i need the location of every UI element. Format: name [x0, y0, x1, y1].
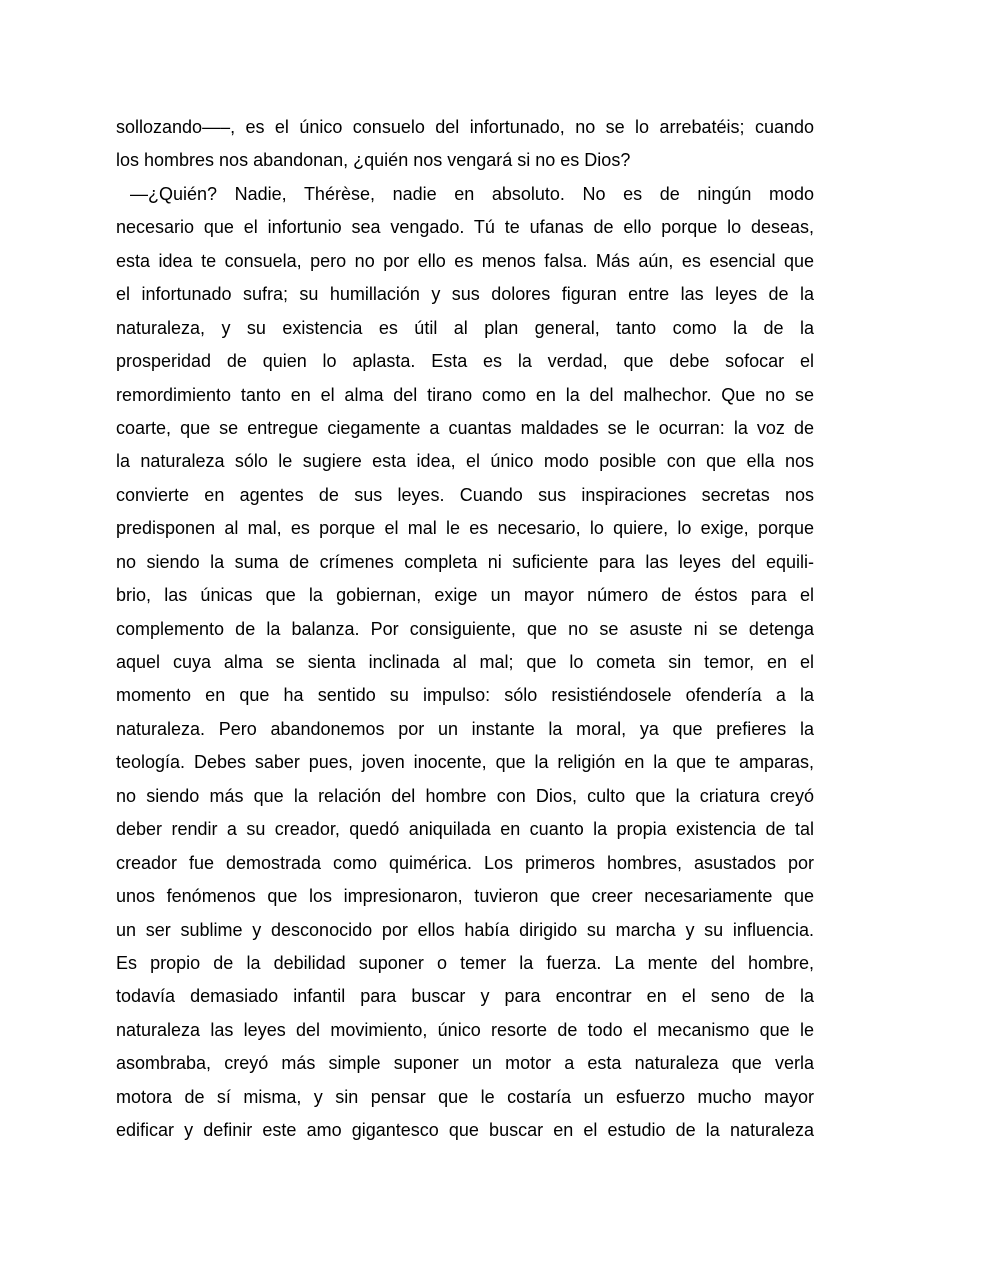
text-line: prosperidad de quien lo aplasta. Esta es la verdad, que debe sofocar el — [116, 351, 814, 372]
text-line: naturaleza. Pero abandonemos por un instante la moral, ya que prefieres la — [116, 718, 814, 739]
text-line: remordimiento tanto en el alma del tirano como en la del malhechor. Que no se — [116, 384, 814, 405]
text-line: naturaleza las leyes del movimiento, único resorte de todo el mecanismo que le — [116, 1019, 814, 1040]
text-line: creador fue demostrada como quimérica. Los primeros hombres, asustados por — [116, 852, 814, 873]
text-line: los hombres nos abandonan, ¿quién nos vengará si no es Dios? — [116, 150, 631, 171]
text-line: aquel cuya alma se sienta inclinada al mal; que lo cometa sin temor, en el — [116, 652, 814, 672]
text-line: momento en que ha sentido su impulso: sólo resistiéndosele ofendería a la — [116, 685, 814, 706]
text-line: el infortunado sufra; su humillación y sus dolores figuran entre las leyes de la — [116, 284, 814, 305]
text-line: teología. Debes saber pues, joven inocente, que la religión en la que te amparas, — [116, 752, 814, 773]
text-line: —¿Quién? Nadie, Thérèse, nadie en absoluto. No es de ningún modo — [130, 183, 814, 204]
text-line: no siendo la suma de crímenes completa ni suficiente para las leyes del equili- — [116, 551, 814, 572]
text-line: naturaleza, y su existencia es útil al plan general, tanto como la de la — [116, 317, 814, 338]
text-line: complemento de la balanza. Por consiguiente, que no se asuste ni se detenga — [116, 618, 814, 639]
text-line: Es propio de la debilidad suponer o temer la fuerza. La mente del hombre, — [116, 952, 814, 973]
text-line: la naturaleza sólo le sugiere esta idea, el único modo posible con que ella nos — [116, 451, 814, 472]
text-line: necesario que el infortunio sea vengado. Tú te ufanas de ello porque lo deseas, — [116, 217, 814, 238]
text-line: todavía demasiado infantil para buscar y para encontrar en el seno de la — [116, 986, 814, 1007]
text-line: convierte en agentes de sus leyes. Cuando sus inspiraciones secretas nos — [116, 484, 814, 505]
text-line: brio, las únicas que la gobiernan, exige un mayor número de éstos para el — [116, 585, 814, 606]
text-line: deber rendir a su creador, quedó aniquilada en cuanto la propia existencia de tal — [116, 819, 814, 840]
text-line: esta idea te consuela, pero no por ello es menos falsa. Más aún, es esencial que — [116, 250, 814, 271]
text-line: sollozando—–, es el único consuelo del infortunado, no se lo arrebatéis; cuando — [116, 117, 814, 137]
text-line: asombraba, creyó más simple suponer un motor a esta naturaleza que verla — [116, 1053, 814, 1074]
text-line: edificar y definir este amo gigantesco que buscar en el estudio de la naturaleza — [116, 1120, 814, 1141]
text-line: motora de sí misma, y sin pensar que le costaría un esfuerzo mucho mayor — [116, 1086, 814, 1107]
text-line: un ser sublime y desconocido por ellos había dirigido su marcha y su influencia. — [116, 919, 814, 940]
text-line: unos fenómenos que los impresionaron, tuvieron que creer necesariamente que — [116, 886, 814, 907]
text-line: coarte, que se entregue ciegamente a cuantas maldades se le ocurran: la voz de — [116, 417, 814, 438]
text-line: predisponen al mal, es porque el mal le es necesario, lo quiere, lo exige, porque — [116, 518, 814, 539]
text-line: no siendo más que la relación del hombre con Dios, culto que la criatura creyó — [116, 785, 814, 806]
body-text — [116, 111, 814, 1148]
